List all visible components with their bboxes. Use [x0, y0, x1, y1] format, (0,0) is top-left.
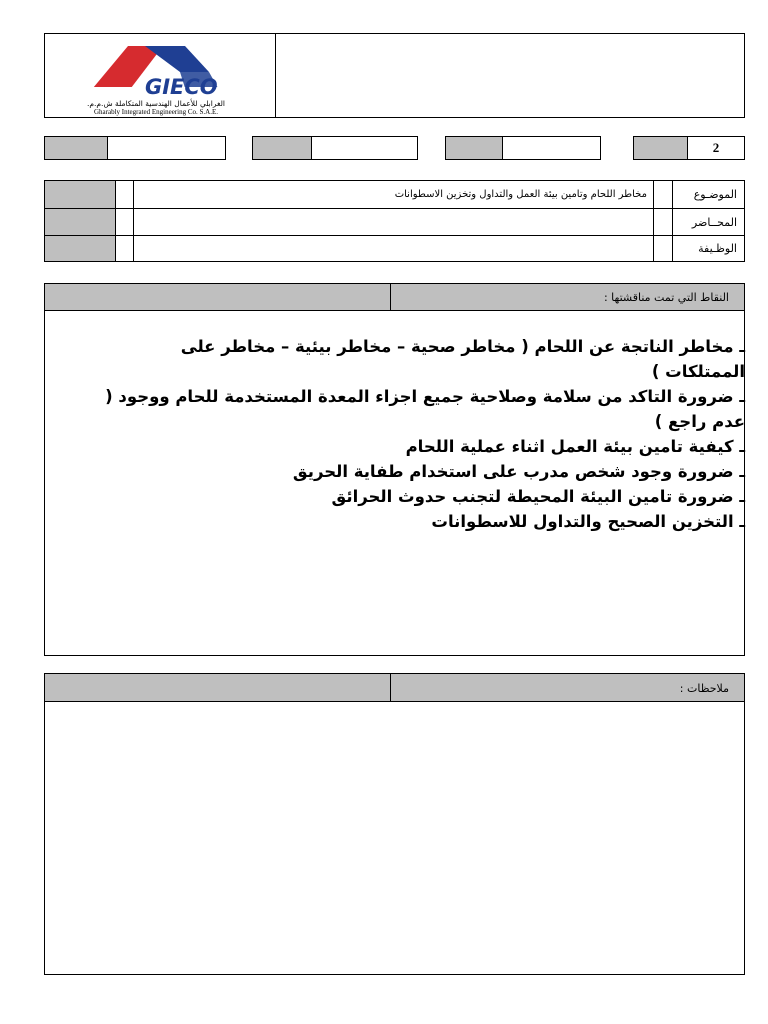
- lecturer-label: المحــاضر: [691, 216, 737, 229]
- list-item: ـ كيفية تامين بيئة العمل اثناء عملية اللحام: [405, 437, 745, 456]
- job-value: [135, 235, 651, 262]
- subject-label: الموضـوع: [693, 188, 737, 201]
- meeting-info-table: [44, 180, 745, 262]
- company-arabic-name: الغرابلي للأعمال الهندسية المتكاملة ش.م.م.: [87, 99, 225, 108]
- info-field-2: [252, 136, 418, 160]
- list-item: ـ مخاطر الناتجة عن اللحام ( مخاطر صحية – مخاطر بيئية – مخاطر على الممتلكات ): [180, 337, 745, 381]
- info-field-1-label: [45, 137, 107, 159]
- subject-value: مخاطر اللحام وتامين بيئة العمل والتداول وتخزين الاسطوانات: [394, 189, 647, 200]
- list-item: ـ ضرورة تامين البيئة المحيطة لتجنب حدوث الحرائق: [331, 487, 745, 506]
- lecturer-value: [135, 208, 651, 235]
- info-field-number-label: [634, 137, 687, 159]
- info-field-3: [445, 136, 601, 160]
- list-item: ـ ضرورة التاكد من سلامة وصلاحية جميع اجزاء المعدة المستخدمة للحام ووجود ( عدم راجع ): [105, 387, 745, 431]
- discussed-points-section: [44, 283, 745, 656]
- meeting-left-gray: [45, 181, 115, 261]
- discussed-points-list: [100, 334, 745, 534]
- notes-section: [44, 673, 745, 975]
- discussed-label: النقاط التي تمت مناقشتها :: [603, 291, 729, 304]
- company-english-name: Gharably Integrated Engineering Co. S.A.E.: [93, 108, 219, 116]
- logo-text: GIECO: [145, 75, 218, 99]
- info-field-3-label: [446, 137, 502, 159]
- number-value: 2: [712, 140, 720, 155]
- job-label: الوظـيفة: [698, 242, 737, 255]
- info-field-2-label: [253, 137, 311, 159]
- notes-label: ملاحظات :: [679, 682, 729, 695]
- list-item: ـ ضرورة وجود شخص مدرب على استخدام طفاية الحريق: [292, 462, 745, 481]
- company-logo: [85, 42, 235, 117]
- info-field-1: [44, 136, 226, 160]
- list-item: ـ التخزين الصحيح والتداول للاسطوانات: [431, 512, 745, 531]
- header-box: [44, 33, 745, 118]
- info-field-number: [633, 136, 745, 160]
